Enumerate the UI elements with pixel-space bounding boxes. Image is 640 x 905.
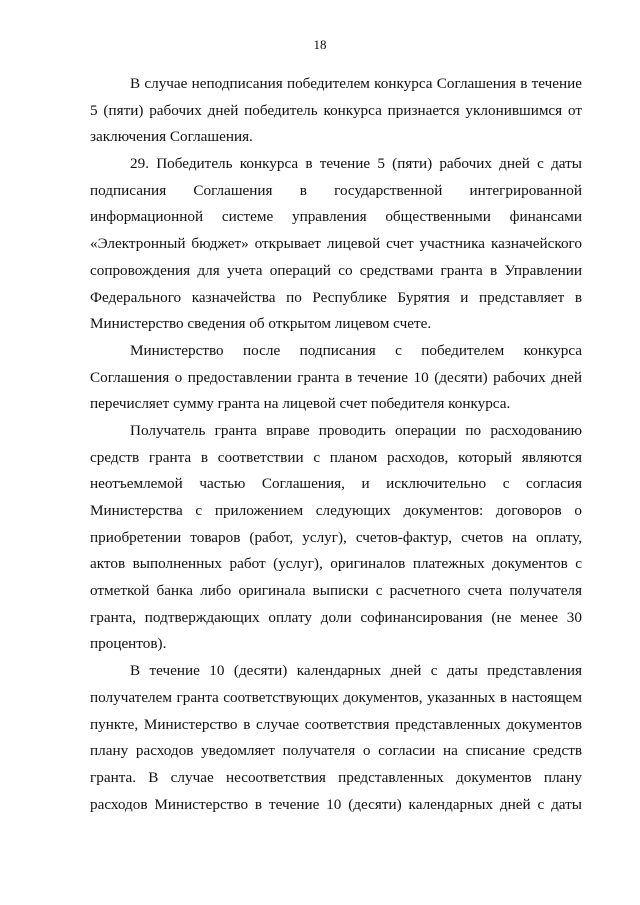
text-line: актов выполненных работ (услуг), оригиналов платежных документов с: [90, 555, 582, 573]
text-line: отметкой банка либо оригинала выписки с расчетного счета получателя: [90, 582, 582, 600]
text-line: В течение 10 (десяти) календарных дней с даты представления: [130, 662, 582, 680]
text-line: заключения Соглашения.: [90, 128, 253, 146]
paragraph-unsigned-agreement: [90, 71, 582, 151]
text-line: Министерства с приложением следующих документов: договоров о: [90, 502, 582, 519]
text-line: информационной системе управления общественными финансами: [90, 208, 582, 226]
text-line: 29. Победитель конкурса в течение 5 (пяти) рабочих дней с даты: [130, 155, 582, 173]
text-line: плану расходов уведомляет получателя о согласии на списание средств: [90, 742, 582, 760]
text-line: средств гранта в соответствии с планом расходов, который являются: [90, 448, 582, 466]
text-line: 5 (пяти) рабочих дней победитель конкурса признается уклонившимся от: [90, 101, 582, 119]
text-line: гранта. В случае несоответствия представленных документов плану: [90, 768, 582, 786]
text-line: приобретении товаров (работ, услуг), счетов-фактур, счетов на оплату,: [90, 528, 582, 546]
paragraph-grant-transfer: [90, 338, 582, 418]
document-body: [90, 71, 582, 818]
text-line: процентов).: [90, 635, 167, 653]
text-line: В случае неподписания победителем конкурса Соглашения в течение: [130, 75, 582, 92]
paragraph-grant-spending: [90, 418, 582, 658]
text-line: сопровождения для учета операций со средствами гранта в Управлении: [90, 261, 582, 279]
text-line: Министерство после подписания с победителем конкурса: [130, 341, 582, 359]
text-line: пункте, Министерство в случае соответствия представленных документов: [90, 715, 582, 733]
text-line: неотъемлемой частью Соглашения, и исключительно с согласия: [90, 475, 582, 493]
page-number: 18: [313, 37, 327, 52]
text-line: расходов Министерство в течение 10 (десяти) календарных дней с даты: [90, 795, 582, 813]
text-line: гранта, подтверждающих оплату доли софинансирования (не менее 30: [90, 608, 582, 626]
text-line: перечисляет сумму гранта на лицевой счет победителя конкурса.: [90, 395, 511, 413]
text-line: Получатель гранта вправе проводить операции по расходованию: [130, 421, 582, 439]
text-line: «Электронный бюджет» открывает лицевой счет участника казначейского: [90, 235, 582, 253]
text-line: Министерство сведения об открытом лицевом счете.: [90, 315, 432, 333]
paragraph-item-29: [90, 151, 582, 338]
text-line: Федерального казначейства по Республике Бурятия и представляет в: [90, 288, 582, 306]
text-line: подписания Соглашения в государственной интегрированной: [90, 181, 582, 199]
paragraph-document-review: [90, 658, 582, 818]
text-line: Соглашения о предоставлении гранта в течение 10 (десяти) рабочих дней: [90, 368, 582, 386]
text-line: получателем гранта соответствующих документов, указанных в настоящем: [90, 688, 582, 706]
